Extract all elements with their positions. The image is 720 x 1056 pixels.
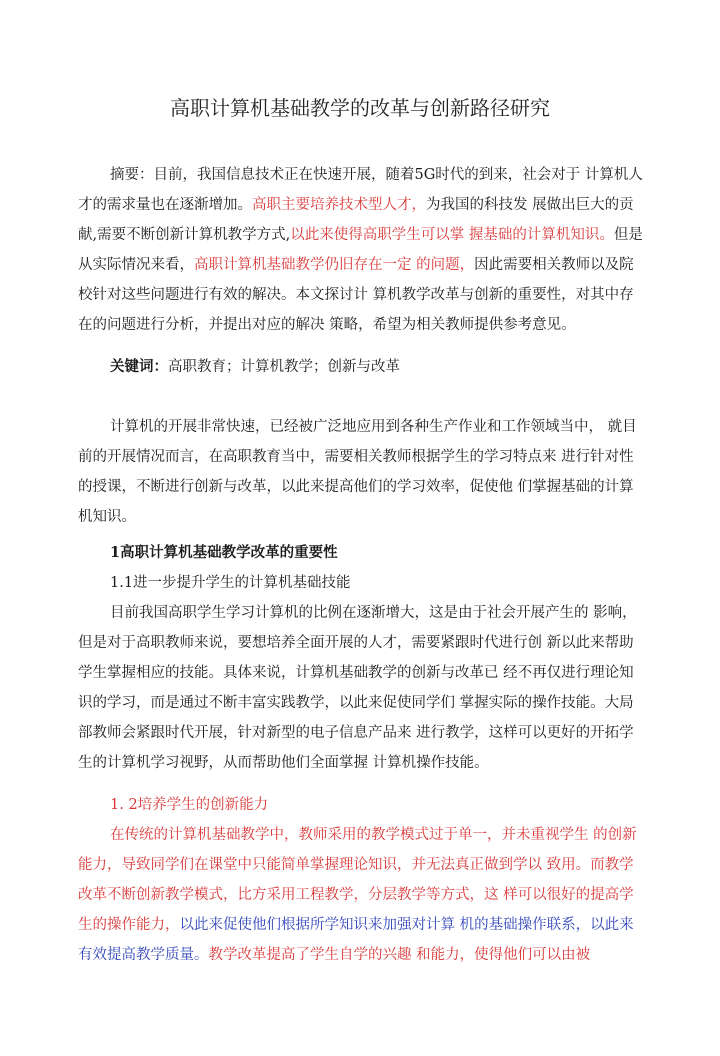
abstract-text-4: 因此需要相关教师以及院校针对这些问题进行有效的解决。本文探讨计 算机教学改革与创新的重要性，对其中存在的问题进行分析，并提出对应的解决 策略，希望为相关教师提供参考意见。	[78, 257, 634, 333]
abstract-text-3: 但是从实际情况来看，	[78, 227, 643, 273]
intro-text: 计算机的开展非常快速，已经被广泛地应用到各种生产作业和工作领域当中， 就目前的开展情况而言，在高职教育当中，需要相关教师根据学生的学习特点来 进行针对性的授课，不断进行创新与改革，以此来提高他们的学习效率，促使他 们掌握基础的计算机知识。	[78, 419, 637, 525]
keywords-text: 高职教育；计算机教学；创新与改革	[168, 359, 400, 375]
keywords-line	[78, 352, 644, 382]
section-1-1-text: 目前我国高职学生学习计算机的比例在逐渐增大，这是由于社会开展产生的 影响，但是对于高职教师来说，要想培养全面开展的人才，需要紧跟时代进行创 新以此来帮助学生掌握相应的技能。具体来说，计算机基础教学的创新与改革已 经不再仅进行理论知识的学习，而是通过不断丰富实践教学，以此来促使同学们 掌握实际的操作技能。大局部教师会紧跟时代开展，针对新型的电子信息产品来 进行教学，这样可以更好的开拓学生的计算机学习视野，从而帮助他们全面掌握 计算机操作技能。	[78, 605, 637, 771]
section-1-2-text-blue: 以此来促使他们根据所学知识来加强对计算 机的基础操作联系，以此来有效提高教学质量。	[78, 917, 634, 963]
section-1-1-paragraph	[78, 598, 644, 778]
abstract-highlight-2: 以此来使得高职学生可以掌 握基础的计算机知识。	[290, 227, 614, 243]
section-1-2-heading: 1. 2培养学生的创新能力	[110, 797, 269, 813]
abstract-highlight-3: 高职计算机基础教学仍旧存在一定 的问题，	[194, 257, 475, 273]
section-1-heading: 1高职计算机基础教学改革的重要性	[110, 544, 338, 561]
section-1-1-heading: 1.1进一步提升学生的计算机基础技能	[110, 575, 351, 591]
section-1-2-paragraph	[78, 820, 644, 970]
keywords-label: 关键词：	[110, 358, 168, 375]
section-1-2-text-red-2: 教学改革提高了学生自学的兴趣 和能力，使得他们可以由被	[208, 947, 591, 963]
abstract-highlight-1: 高职主要培养技术型人才，	[252, 197, 426, 213]
page-title: 高职计算机基础教学的改革与创新路径研究	[170, 96, 550, 120]
abstract-paragraph	[78, 160, 644, 340]
abstract-text-2: 为我国的科技发 展做出巨大的贡献,需要不断创新计算机教学方式,	[78, 197, 634, 243]
section-1-2-text-red-1: 在传统的计算机基础教学中，教师采用的教学模式过于单一，并未重视学生 的创新能力，导致同学们在课堂中只能简单掌握理论知识，并无法真正做到学以 致用。而教学改革不断创新教学模式，比方采用工程教学，分层教学等方式，这 样可以很好的提高学生的操作能力，	[78, 827, 637, 933]
intro-paragraph	[78, 412, 644, 532]
abstract-text-1: 摘要：目前，我国信息技术正在快速开展，随着5G时代的到来，社会对于 计算机人才的需求量也在逐渐增加。	[78, 167, 643, 213]
